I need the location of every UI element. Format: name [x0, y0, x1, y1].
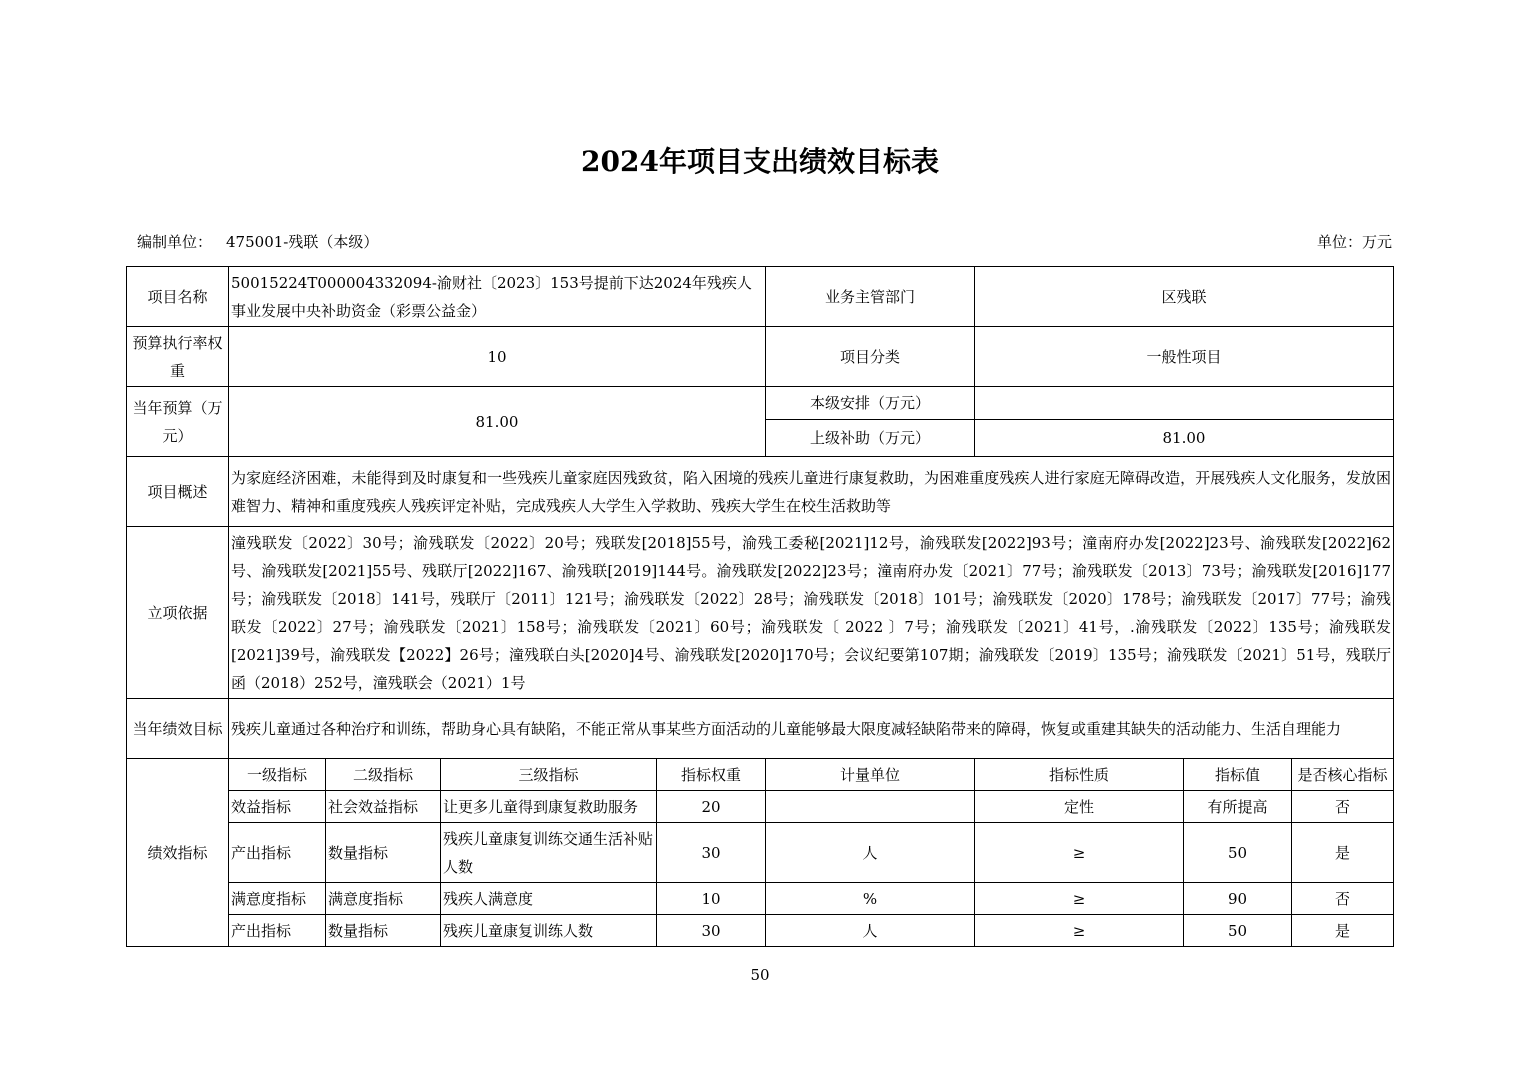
header-value: 指标值 — [1184, 759, 1292, 791]
budget-value: 81.00 — [229, 387, 766, 457]
project-name-label: 项目名称 — [127, 267, 229, 327]
row4-weight: 30 — [657, 915, 766, 947]
page-number: 50 — [750, 966, 770, 984]
basis-label: 立项依据 — [127, 527, 229, 699]
category-label: 项目分类 — [766, 327, 975, 387]
row4-core: 是 — [1292, 915, 1394, 947]
upper-label: 上级补助（万元） — [766, 420, 975, 457]
row3-level3: 残疾人满意度 — [441, 883, 657, 915]
header-level2: 二级指标 — [326, 759, 441, 791]
header-unit: 计量单位 — [766, 759, 975, 791]
dept-label: 业务主管部门 — [766, 267, 975, 327]
row1-weight: 20 — [657, 791, 766, 823]
dept-value: 区残联 — [975, 267, 1394, 327]
category-value: 一般性项目 — [975, 327, 1394, 387]
currency-unit: 单位：万元 — [1316, 233, 1392, 251]
row2-level3: 残疾儿童康复训练交通生活补贴人数 — [441, 823, 657, 883]
row2-value: 50 — [1184, 823, 1292, 883]
project-name-value: 50015224T000004332094-渝财社〔2023〕153号提前下达2024年残疾人事业发展中央补助资金（彩票公益金） — [229, 267, 766, 327]
row2-nature: ≥ — [975, 823, 1184, 883]
row2-core: 是 — [1292, 823, 1394, 883]
row2-weight: 30 — [657, 823, 766, 883]
row4-value: 50 — [1184, 915, 1292, 947]
local-value — [975, 387, 1394, 420]
upper-value: 81.00 — [975, 420, 1394, 457]
row4-level2: 数量指标 — [326, 915, 441, 947]
row3-weight: 10 — [657, 883, 766, 915]
table-row — [127, 823, 1394, 883]
basis-value: 潼残联发〔2022〕30号；渝残联发〔2022〕20号；残联发[2018]55号，渝残工委秘[2021]12号，渝残联发[2022]93号；潼南府办发[2022]23号、渝残联发[2022]62号、渝残联发[2021]55号、残联厅[2022]167、渝残联[2019]144号。渝残联发[2022]23号；潼南府办发〔2021〕77号；渝残联发〔2013〕73号；渝残联发[2016]177号；渝残联发〔2018〕141号，残联厅〔2011〕121号；渝残联发〔2022〕28号；渝残联发〔2018〕101号；渝残联发〔2020〕178号；渝残联发〔2017〕77号；渝残联发〔2022〕27号；渝残联发〔2021〕158号；渝残联发〔2021〕60号；渝残联发〔 2022 〕7号；渝残联发〔2021〕41号，.渝残联发〔2022〕135号；渝残联发[2021]39号，渝残联发【2022】26号；潼残联白头[2020]4号、渝残联发[2020]170号；会议纪要第107期；渝残联发〔2019〕135号；渝残联发〔2021〕51号，残联厅函（2018）252号，潼残联会（2021）1号 — [229, 527, 1394, 699]
row4-nature: ≥ — [975, 915, 1184, 947]
row3-value: 90 — [1184, 883, 1292, 915]
row3-level1: 满意度指标 — [229, 883, 326, 915]
compiling-unit — [137, 231, 392, 252]
row3-core: 否 — [1292, 883, 1394, 915]
indicators-label: 绩效指标 — [127, 759, 229, 947]
header-level1: 一级指标 — [229, 759, 326, 791]
row1-level2: 社会效益指标 — [326, 791, 441, 823]
table-row — [127, 915, 1394, 947]
row2-level2: 数量指标 — [326, 823, 441, 883]
goal-value: 残疾儿童通过各种治疗和训练，帮助身心具有缺陷，不能正常从事某些方面活动的儿童能够最大限度减轻缺陷带来的障碍，恢复或重建其缺失的活动能力、生活自理能力 — [229, 699, 1394, 759]
row4-unit: 人 — [766, 915, 975, 947]
row4-level1: 产出指标 — [229, 915, 326, 947]
weight-value: 10 — [229, 327, 766, 387]
header-core: 是否核心指标 — [1292, 759, 1394, 791]
table-row — [127, 883, 1394, 915]
row3-level2: 满意度指标 — [326, 883, 441, 915]
page-title: 2024年项目支出绩效目标表 — [581, 145, 939, 178]
row1-nature: 定性 — [975, 791, 1184, 823]
compiling-unit-value: 475001-残联（本级） — [226, 233, 379, 251]
overview-value: 为家庭经济困难，未能得到及时康复和一些残疾儿童家庭因残致贫，陷入困境的残疾儿童进行康复救助，为困难重度残疾人进行家庭无障碍改造，开展残疾人文化服务，发放困难智力、精神和重度残疾人残疾评定补贴，完成残疾人大学生入学救助、残疾大学生在校生活救助等 — [229, 457, 1394, 527]
row3-nature: ≥ — [975, 883, 1184, 915]
performance-table — [126, 266, 1394, 947]
row4-level3: 残疾儿童康复训练人数 — [441, 915, 657, 947]
local-label: 本级安排（万元） — [766, 387, 975, 420]
overview-label: 项目概述 — [127, 457, 229, 527]
row1-unit — [766, 791, 975, 823]
weight-label: 预算执行率权重 — [127, 327, 229, 387]
row2-unit: 人 — [766, 823, 975, 883]
row1-value: 有所提高 — [1184, 791, 1292, 823]
header-weight: 指标权重 — [657, 759, 766, 791]
compiling-unit-label: 编制单位： — [137, 233, 213, 251]
row2-level1: 产出指标 — [229, 823, 326, 883]
row1-level1: 效益指标 — [229, 791, 326, 823]
budget-label: 当年预算（万元） — [127, 387, 229, 457]
row1-level3: 让更多儿童得到康复救助服务 — [441, 791, 657, 823]
table-row — [127, 791, 1394, 823]
header-nature: 指标性质 — [975, 759, 1184, 791]
goal-label: 当年绩效目标 — [127, 699, 229, 759]
row1-core: 否 — [1292, 791, 1394, 823]
header-level3: 三级指标 — [441, 759, 657, 791]
row3-unit: % — [766, 883, 975, 915]
